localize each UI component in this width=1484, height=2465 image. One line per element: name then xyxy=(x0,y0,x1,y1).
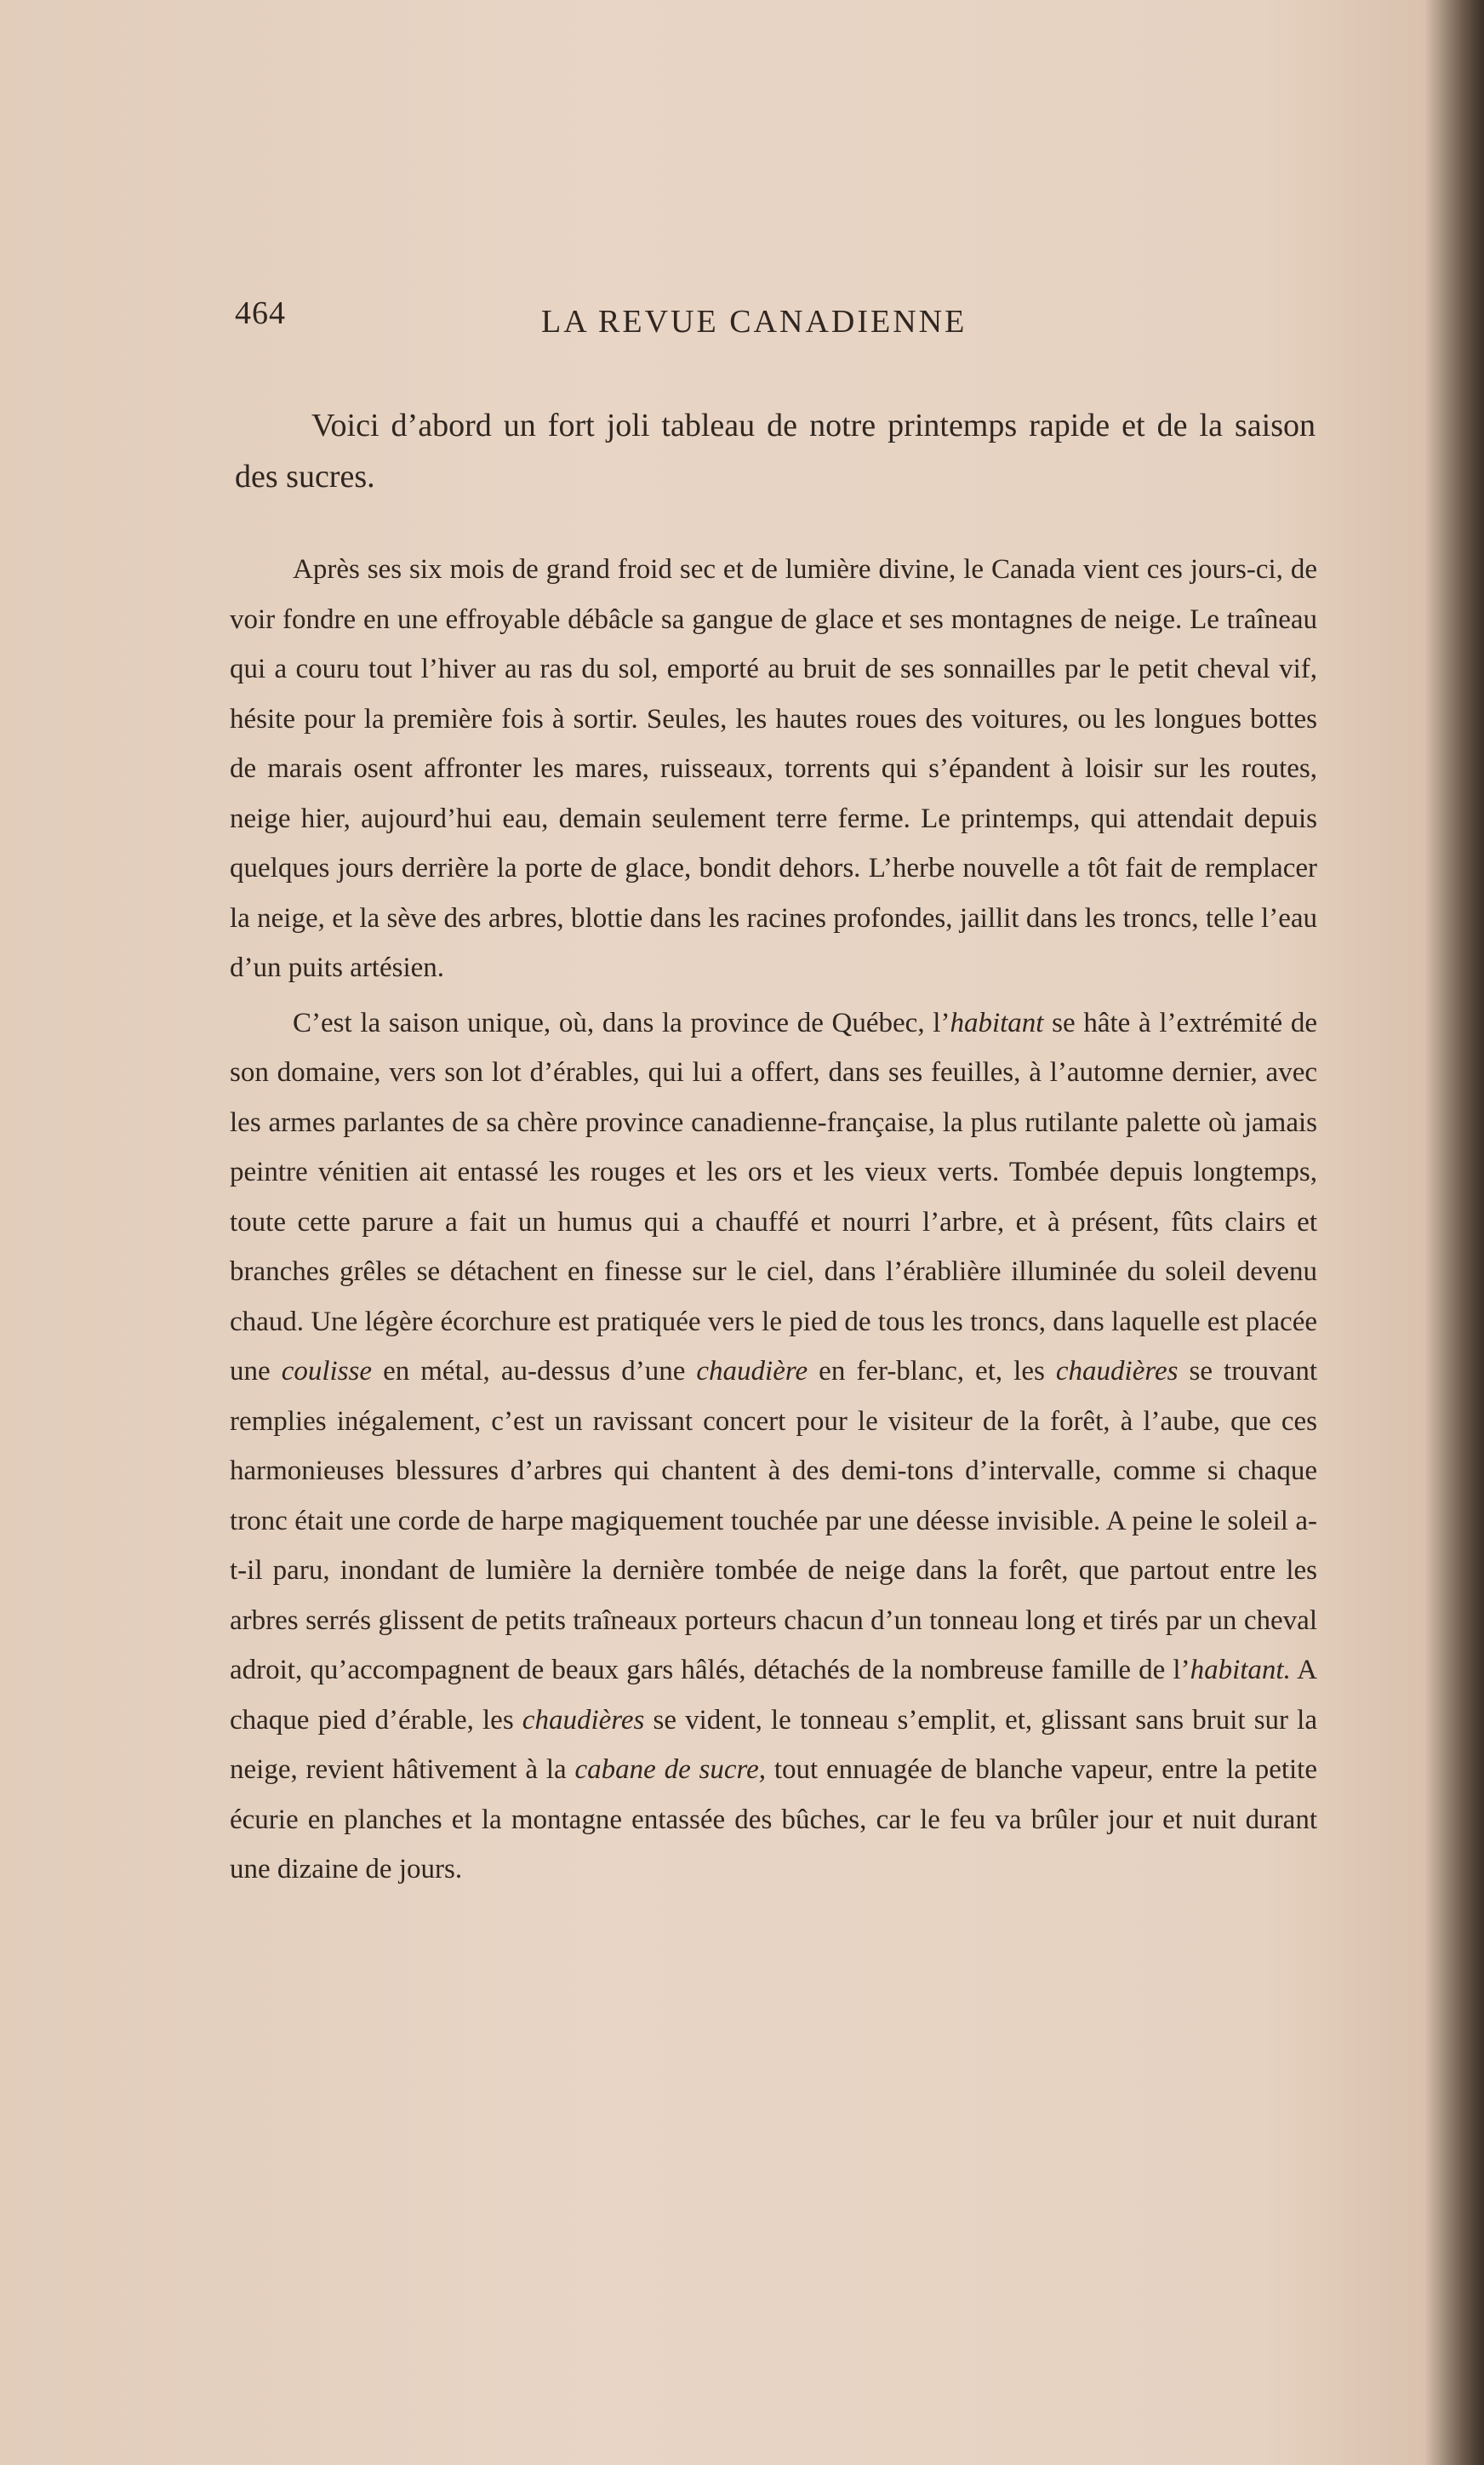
italic-term: coulisse xyxy=(281,1356,373,1387)
text-span: en métal, au-dessus d’une xyxy=(372,1356,697,1387)
text-span: C’est la saison unique, où, dans la province de Québec, l’ xyxy=(293,1007,950,1038)
paragraph-1: Après ses six mois de grand froid sec et de lumière divine, le Canada vient ces jours-ci, de voir fondre en une effroyable débâcle sa gangue de glace et ses montagnes de neige. Le traîneau qui a couru tout l’hiver au ras du sol, emporté au bruit de ses sonnailles par le petit cheval vif, hésite pour la première fois à sortir. Seules, les hautes roues des voitures, ou les longues bottes de marais osent affronter les mares, ruisseaux, torrents qui s’épandent à loisir sur les routes, neige hier, aujourd’hui eau, demain seulement terre ferme. Le printemps, qui attendait depuis quelques jours derrière la porte de glace, bondit dehors. L’herbe nouvelle a tôt fait de remplacer la neige, et la sève des arbres, blottie dans les racines profondes, jaillit dans les troncs, telle l’eau d’un puits artésien. xyxy=(230,554,1317,983)
italic-term: chaudières xyxy=(522,1704,645,1736)
paragraph-2 xyxy=(230,998,1317,1895)
text-span: se vident, le tonneau s’emplit, et, glissant sans bruit sur la neige, revient hâtivement à la xyxy=(230,1704,1317,1785)
text-span: se hâte à l’extrémité de son domaine, vers son lot d’érables, qui lui a offert, dans ses feuilles, à l’automne dernier, avec les armes parlantes de sa chère province canadienne-française, la plus rutilante palette où jamais peintre vénitien ait entassé les rouges et les ors et les vieux verts. Tombée depuis longtemps, toute cette parure a fait un humus qui a chauffé et nourri l’arbre, et à présent, fûts clairs et branches grêles se détachent en finesse sur le ciel, dans l’érablière illuminée du soleil devenu chaud. Une légère écorchure est pratiquée vers le pied de tous les troncs, dans laquelle est placée une xyxy=(230,1007,1317,1387)
running-head: LA REVUE CANADIENNE xyxy=(541,304,967,340)
italic-term: habitant xyxy=(950,1007,1044,1038)
article-body xyxy=(230,545,1317,1895)
italic-term: habitant. xyxy=(1190,1655,1291,1685)
intro-paragraph: Voici d’abord un fort joli tableau de notre printemps rapide et de la saison des sucres. xyxy=(235,408,1316,495)
italic-term: cabane de sucre, xyxy=(574,1754,767,1785)
text-span: se trouvant remplies inégalement, c’est un ravissant concert pour le visiteur de la forêt, à l’aube, que ces harmonieuses blessures d’arbres qui chantent à des demi-tons d’intervalle, comme si chaque tronc était une corde de harpe magiquement touchée par une déesse invisible. A peine le soleil a-t-il paru, inondant de lumière la dernière tombée de neige dans la forêt, que partout entre les arbres serrés glissent de petits traîneaux porteurs chacun d’un tonneau long et tirés par un cheval adroit, qu’accompagnent de beaux gars hâlés, détachés de la nombreuse famille de l’ xyxy=(230,1356,1317,1685)
italic-term: chaudière xyxy=(696,1356,808,1387)
page-number: 464 xyxy=(235,295,286,331)
text-span: tout ennuagée de blanche vapeur, entre la petite écurie en planches et la montagne entassée des bûches, car le feu va brûler jour et nuit durant une dizaine de jours. xyxy=(230,1754,1317,1884)
text-span: en fer-blanc, et, les xyxy=(808,1356,1056,1387)
italic-term: chaudières xyxy=(1055,1356,1179,1387)
text-span: A chaque pied d’érable, les xyxy=(230,1655,1317,1736)
